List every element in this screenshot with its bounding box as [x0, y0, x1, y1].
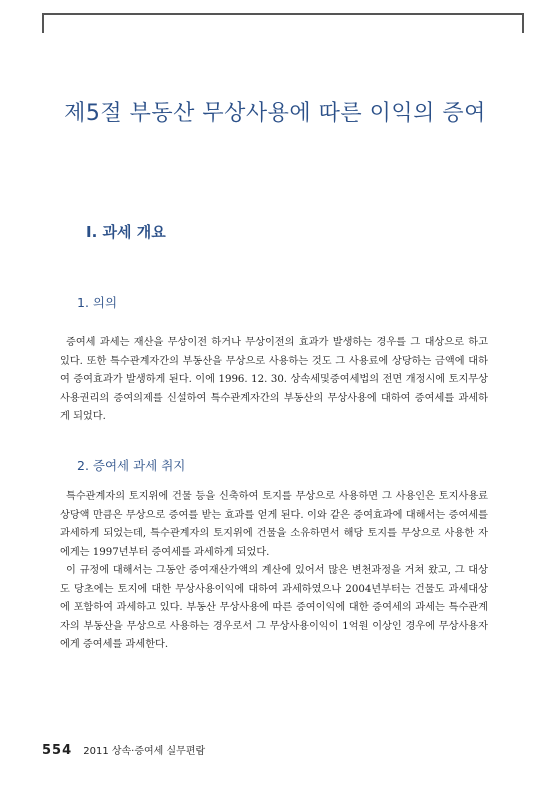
subsection-heading-purpose: 2. 증여세 과세 취지	[77, 458, 186, 473]
header-rule-top	[42, 13, 524, 15]
paragraph-purpose-2: 이 규정에 대해서는 그동안 증여재산가액의 계산에 있어서 많은 변천과정을 거쳐 왔고, 그 대상도 당초에는 토지에 대한 무상사용이익에 대하여 과세하였으나 2004년부터는 건물도 과세대상에 포함하여 과세하고 있다. 부동산 무상사용에 따른 증여이익에 대한 증여세의 과세는 특수관계자의 부동산을 무상으로 사용하는 경우로서 그 무상사용이익이 1억원 이상인 경우에 무상사용자에게 증여세를 과세한다.	[60, 565, 488, 650]
paragraph-meaning: 증여세 과세는 재산을 무상이전 하거나 무상이전의 효과가 발생하는 경우를 그 대상으로 하고 있다. 또한 특수관계자간의 부동산을 무상으로 사용하는 것도 그 사용료에 상당하는 금액에 대하여 증여효과가 발생하게 된다. 이에 1996. 12. 30. 상속세및증여세법의 전면 개정시에 토지무상사용권리의 증여의제를 신설하여 특수관계자간의 부동산의 무상사용에 대하여 증여세를 과세하게 되었다.	[60, 337, 488, 422]
page-footer	[42, 739, 205, 758]
section-heading: Ⅰ. 과세 개요	[86, 223, 166, 241]
chapter-title: 제5절 부동산 무상사용에 따른 이익의 증여	[64, 101, 486, 126]
subsection-heading-meaning: 1. 의의	[77, 295, 118, 310]
header-rule-left	[42, 13, 44, 33]
page-number: 554	[42, 743, 73, 758]
header-rule-right	[522, 13, 524, 33]
paragraph-purpose-1: 특수관계자의 토지위에 건물 등을 신축하여 토지를 무상으로 사용하면 그 사용인은 토지사용료 상당액 만큼은 무상으로 증여를 받는 효과를 얻게 된다. 이와 같은 증여효과에 대해서는 증여세를 과세하게 되었는데, 특수관계자의 토지위에 건물을 소유하면서 해당 토지를 무상으로 사용한 자에게는 1997년부터 증여세를 과세하게 되었다.	[60, 491, 488, 558]
book-title: 2011 상속·증여세 실무편람	[83, 746, 206, 757]
